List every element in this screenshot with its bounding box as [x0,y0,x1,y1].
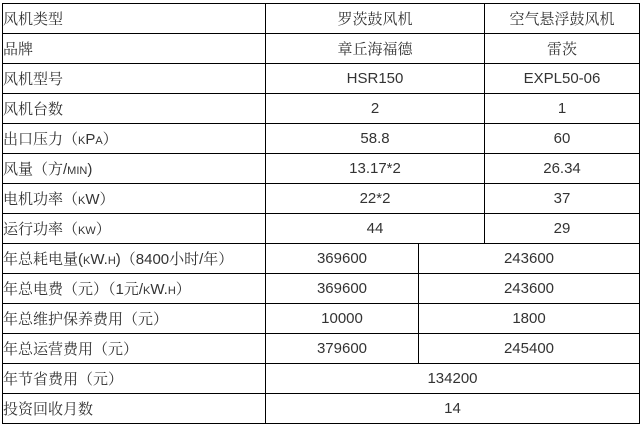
air-suspension-cell: 26.34 [485,154,640,184]
roots-blower-cell: 369600 [266,274,419,304]
merged-value-cell: 14 [266,394,640,424]
label-cell: 年节省费用（元） [3,364,266,394]
air-suspension-cell: 1800 [419,304,640,334]
roots-blower-cell: 章丘海福德 [266,34,485,64]
table-row-brand [3,34,640,64]
table-row-fan-type [3,4,640,34]
table-row-motor-power [3,184,640,214]
air-suspension-cell: 1 [485,94,640,124]
table-row-running-power [3,214,640,244]
merged-value-cell: 134200 [266,364,640,394]
roots-blower-cell: 58.8 [266,124,485,154]
roots-blower-cell: 22*2 [266,184,485,214]
table-row-model [3,64,640,94]
blower-comparison-table [2,3,640,424]
roots-blower-cell: 13.17*2 [266,154,485,184]
air-suspension-cell: 243600 [419,274,640,304]
label-cell: 风机型号 [3,64,266,94]
air-suspension-cell: 37 [485,184,640,214]
table-row-annual-savings [3,364,640,394]
table-row-annual-power-consumption [3,244,640,274]
label-cell: 年总电费（元）（1元/kW.h） [3,274,266,304]
label-cell: 投资回收月数 [3,394,266,424]
air-suspension-cell: 60 [485,124,640,154]
label-cell: 风机台数 [3,94,266,124]
air-suspension-cell: 雷茨 [485,34,640,64]
table-row-payback-months [3,394,640,424]
table-row-outlet-pressure [3,124,640,154]
label-cell: 电机功率（kW） [3,184,266,214]
table-row-annual-maintenance-cost [3,304,640,334]
air-suspension-cell: 29 [485,214,640,244]
label-cell: 年总维护保养费用（元） [3,304,266,334]
air-suspension-cell: 空气悬浮鼓风机 [485,4,640,34]
label-cell: 年总运营费用（元） [3,334,266,364]
roots-blower-cell: HSR150 [266,64,485,94]
air-suspension-cell: EXPL50-06 [485,64,640,94]
table-row-annual-operating-cost [3,334,640,364]
label-cell: 风机类型 [3,4,266,34]
air-suspension-cell: 243600 [419,244,640,274]
roots-blower-cell: 379600 [266,334,419,364]
table-row-annual-electricity-cost [3,274,640,304]
roots-blower-cell: 2 [266,94,485,124]
roots-blower-cell: 10000 [266,304,419,334]
label-cell: 风量（方/min) [3,154,266,184]
roots-blower-cell: 369600 [266,244,419,274]
air-suspension-cell: 245400 [419,334,640,364]
label-cell: 年总耗电量(kW.h)（8400小时/年） [3,244,266,274]
table-row-air-volume [3,154,640,184]
roots-blower-cell: 44 [266,214,485,244]
label-cell: 运行功率（kw） [3,214,266,244]
table-row-unit-count [3,94,640,124]
roots-blower-cell: 罗茨鼓风机 [266,4,485,34]
label-cell: 出口压力（kPa） [3,124,266,154]
label-cell: 品牌 [3,34,266,64]
